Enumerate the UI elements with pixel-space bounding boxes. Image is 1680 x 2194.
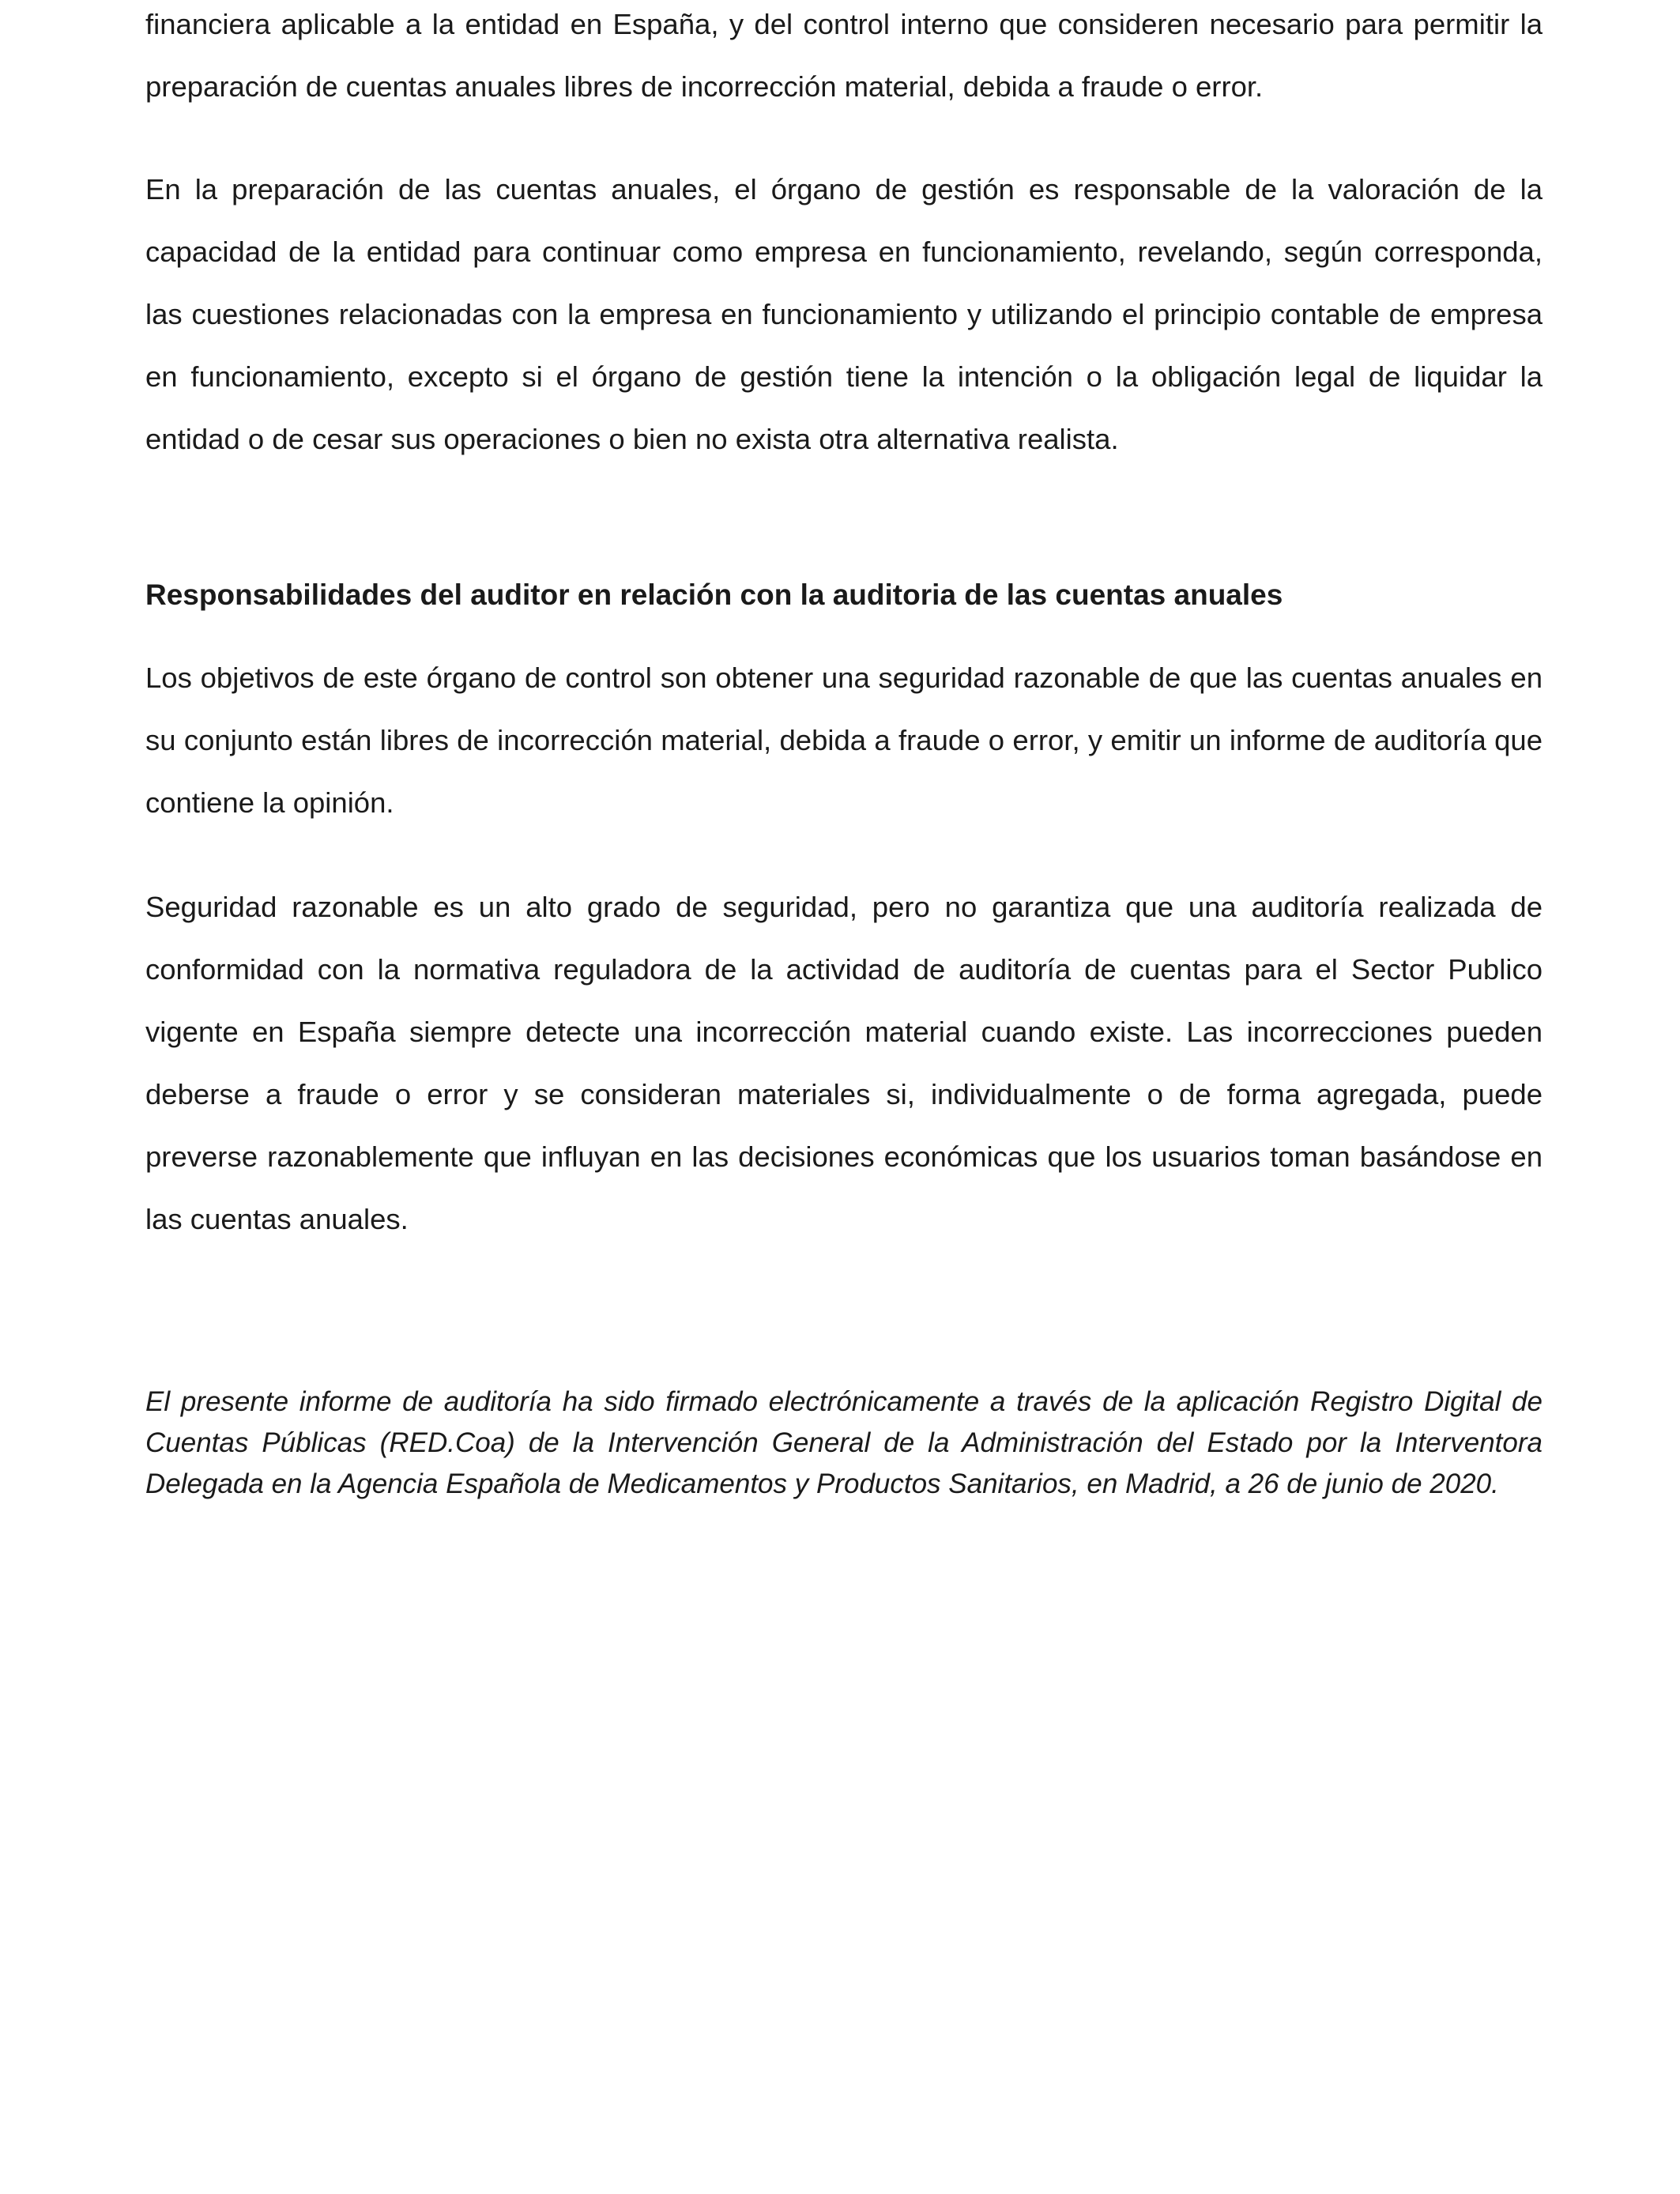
paragraph-going-concern: En la preparación de las cuentas anuales, el órgano de gestión es responsable de la valoración de la capacidad de la entidad para continuar como empresa en funcionamiento, revelando, según corresponda, las cuestiones relacionadas con la empresa en funcionamiento y utilizando el principio contable de empresa en funcionamiento, excepto si el órgano de gestión tiene la intención o la obligación legal de liquidar la entidad o de cesar sus operaciones o bien no exista otra alternativa realista. xyxy=(145,173,1543,455)
paragraph-management-responsibility-end: financiera aplicable a la entidad en España, y del control interno que consideren necesario para permitir la preparación de cuentas anuales libres de incorrección material, debida a fraude o error. xyxy=(145,8,1543,103)
electronic-signature-note: El presente informe de auditoría ha sido firmado electrónicamente a través de la aplicación Registro Digital de Cuentas Públicas (RED.Coa) de la Intervención General de la Administración del Estado por la Interventora Delegada en la Agencia Española de Medicamentos y Productos Sanitarios, en Madrid, a 26 de junio de 2020. xyxy=(145,1386,1543,1499)
section-heading-auditor-responsibilities: Responsabilidades del auditor en relación con la auditoria de las cuentas anuales xyxy=(145,579,1283,611)
paragraph-audit-objectives: Los objetivos de este órgano de control son obtener una seguridad razonable de que las cuentas anuales en su conjunto están libres de incorrección material, debida a fraude o error, y emitir un informe de auditoría que contiene la opinión. xyxy=(145,662,1543,819)
paragraph-reasonable-assurance: Seguridad razonable es un alto grado de seguridad, pero no garantiza que una auditoría realizada de conformidad con la normativa reguladora de la actividad de auditoría de cuentas para el Sector Publico vigente en España siempre detecte una incorrección material cuando existe. Las incorrecciones pueden deberse a fraude o error y se consideran materiales si, individualmente o de forma agregada, puede preverse razonablemente que influyan en las decisiones económicas que los usuarios toman basándose en las cuentas anuales. xyxy=(145,891,1543,1235)
